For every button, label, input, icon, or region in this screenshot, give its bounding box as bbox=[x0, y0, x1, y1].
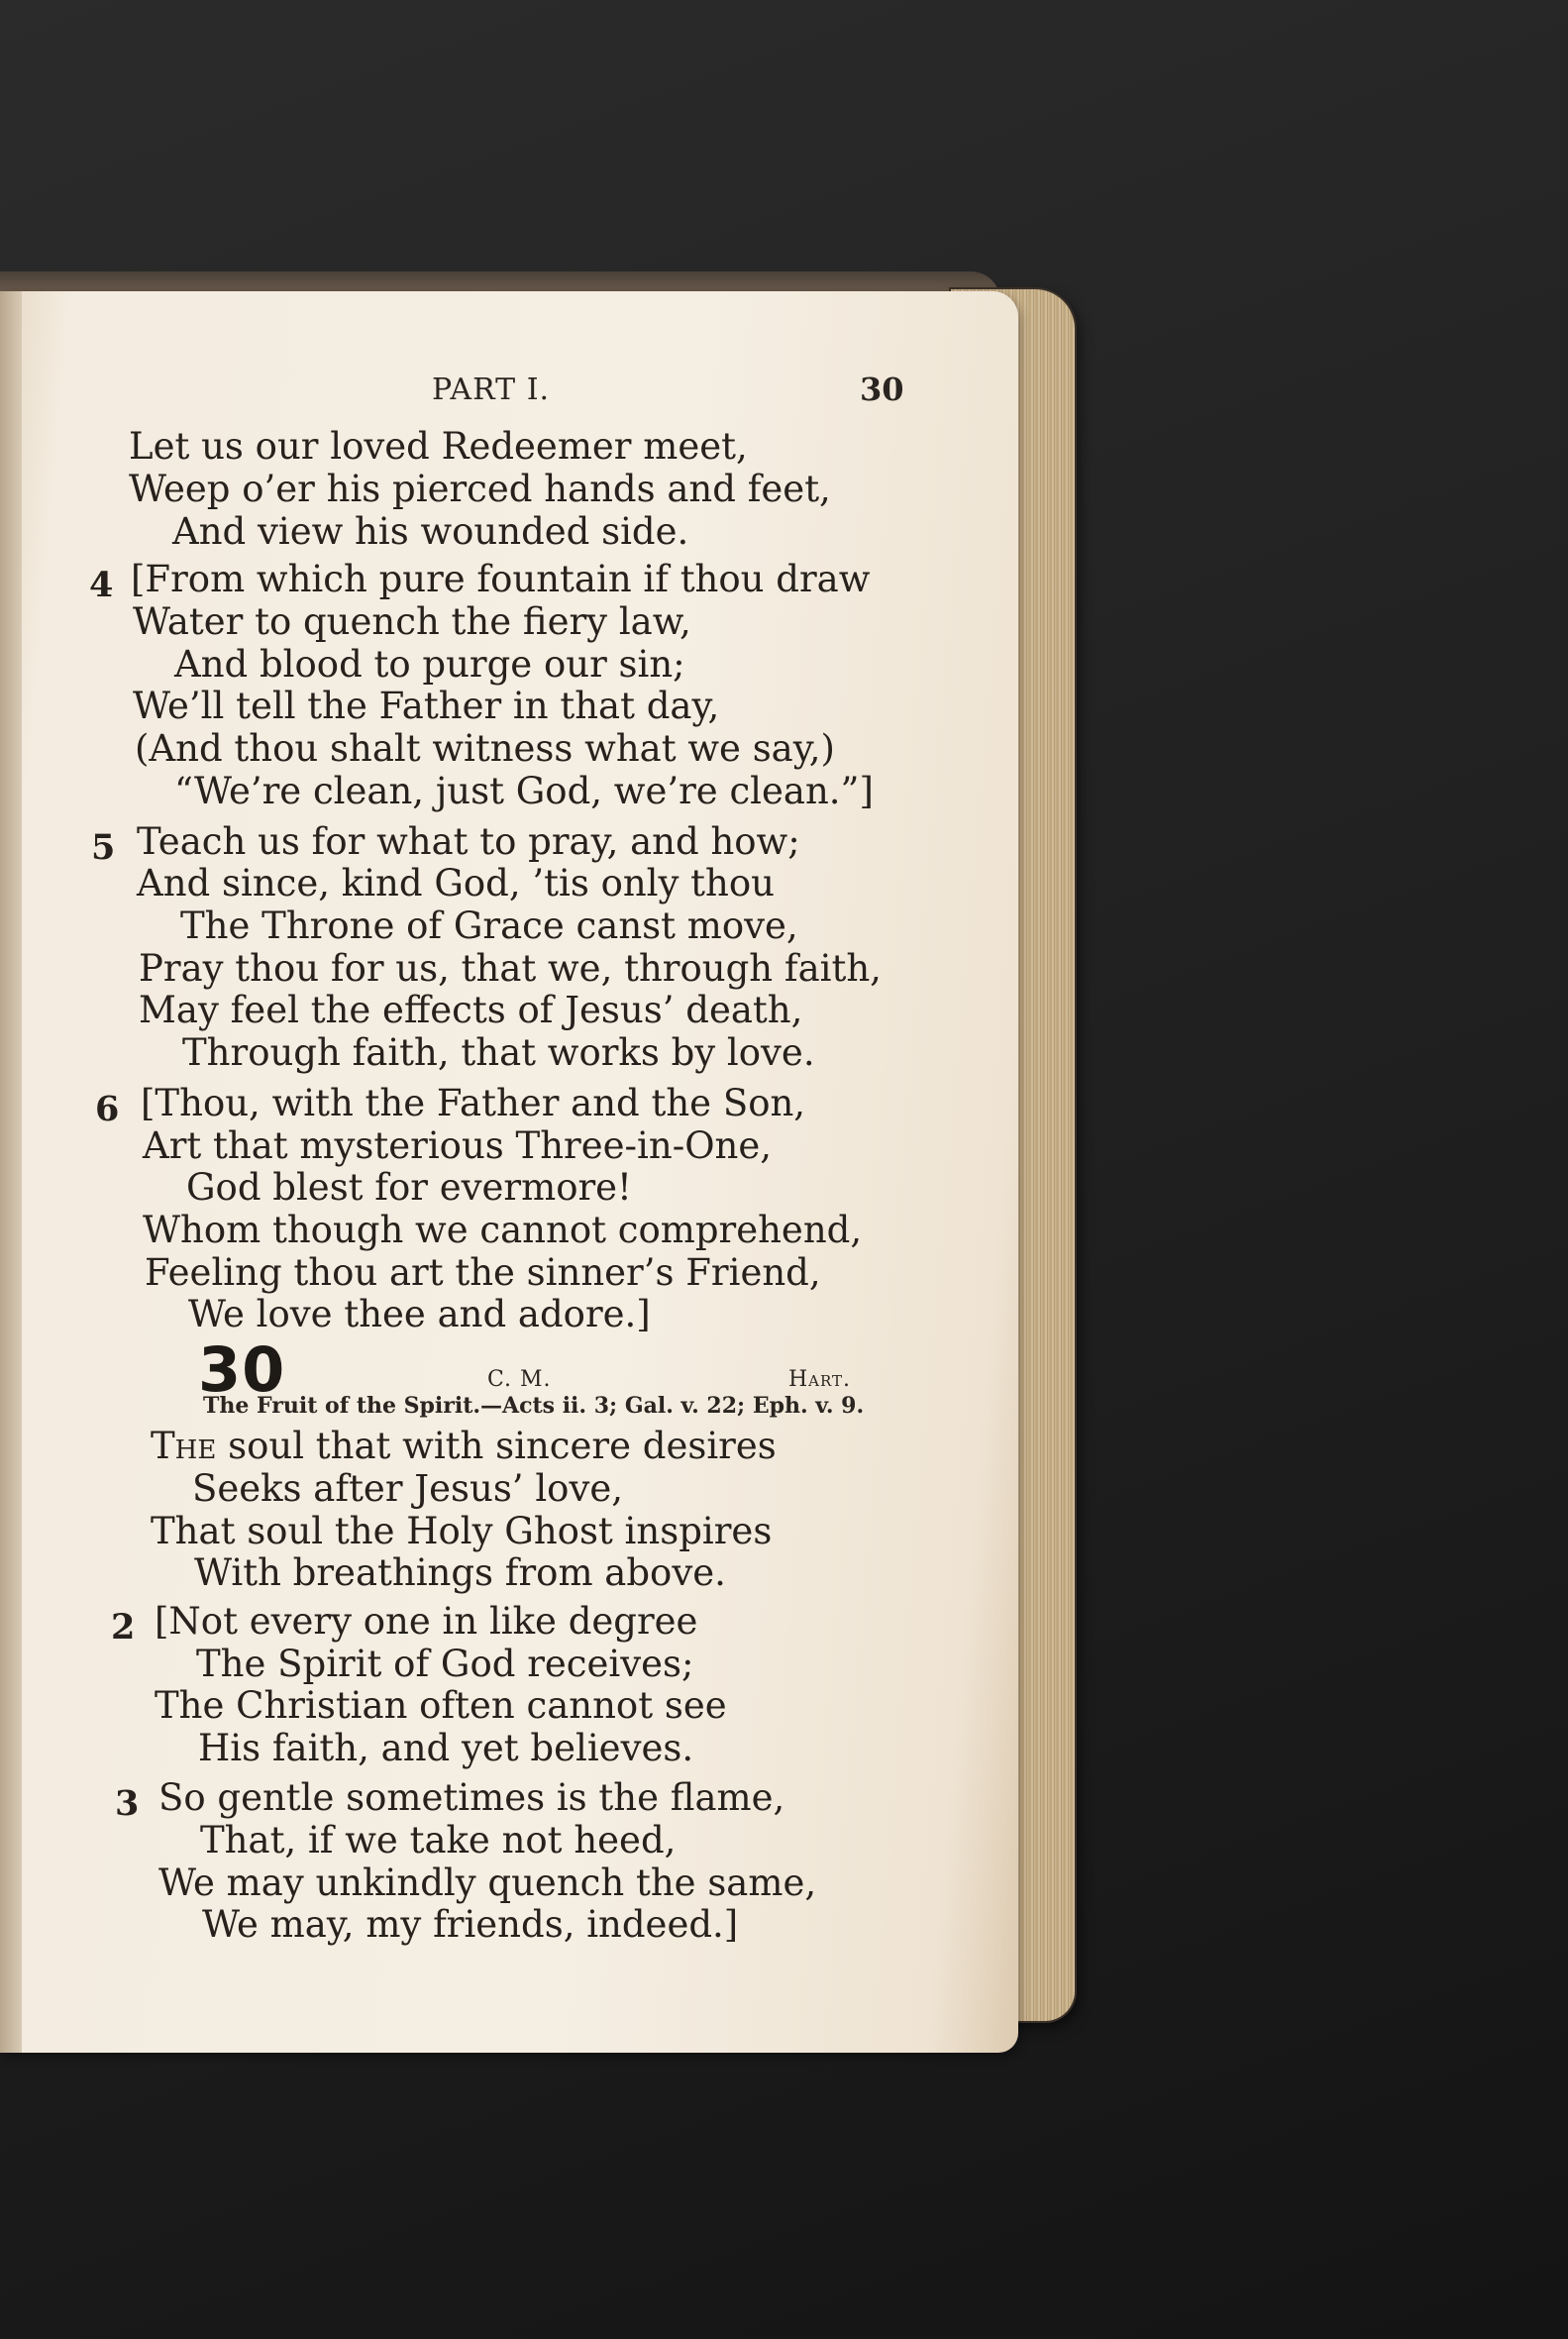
verse-line: Weep o’er his pierced hands and feet, bbox=[129, 468, 831, 510]
hymn-number: 30 bbox=[198, 1333, 286, 1406]
verse-line: Teach us for what to pray, and how; bbox=[137, 820, 800, 863]
verse-line: The Spirit of God receives; bbox=[196, 1643, 694, 1685]
verse-line: That, if we take not heed, bbox=[200, 1819, 677, 1861]
verse-line: Let us our loved Redeemer meet, bbox=[129, 425, 748, 468]
verse-number: 4 bbox=[89, 565, 114, 605]
first-word: The bbox=[151, 1425, 217, 1467]
verse-line: Pray thou for us, that we, through faith, bbox=[139, 947, 882, 990]
first-line-rest: soul that with sincere desires bbox=[216, 1425, 777, 1467]
verse-line: And since, kind God, ’tis only thou bbox=[137, 862, 775, 904]
hymn-subtitle: The Fruit of the Spirit.—Acts ii. 3; Gal. v. 22; Eph. v. 9. bbox=[203, 1393, 865, 1419]
hymn-author: Hart. bbox=[788, 1367, 852, 1392]
verse-line: Feeling thou art the sinner’s Friend, bbox=[145, 1251, 821, 1294]
page-gutter bbox=[0, 291, 22, 2053]
verse-line: So gentle sometimes is the flame, bbox=[158, 1776, 785, 1819]
verse-line: We love thee and adore.] bbox=[188, 1293, 651, 1335]
verse-line: And blood to purge our sin; bbox=[174, 643, 685, 686]
verse-line: And view his wounded side. bbox=[172, 510, 689, 553]
part-heading: PART I. bbox=[432, 372, 551, 407]
verse-line: His faith, and yet believes. bbox=[198, 1727, 694, 1769]
verse-line: The Christian often cannot see bbox=[155, 1684, 727, 1727]
verse-line bbox=[151, 1425, 777, 1467]
verse-line: The Throne of Grace canst move, bbox=[180, 904, 798, 947]
verse-line: We may unkindly quench the same, bbox=[158, 1861, 817, 1904]
verse-line: May feel the effects of Jesus’ death, bbox=[139, 989, 803, 1031]
verse-line: We’ll tell the Father in that day, bbox=[133, 685, 720, 727]
page-number: 30 bbox=[860, 371, 904, 408]
verse-line: Art that mysterious Three-in-One, bbox=[143, 1124, 773, 1167]
verse-line: Water to quench the fiery law, bbox=[133, 600, 691, 643]
verse-line: [Thou, with the Father and the Son, bbox=[141, 1082, 806, 1124]
hymn-meter: C. M. bbox=[487, 1367, 552, 1392]
verse-line: Whom though we cannot comprehend, bbox=[143, 1209, 863, 1251]
verse-number: 3 bbox=[115, 1783, 140, 1824]
verse-line: With breathings from above. bbox=[194, 1551, 726, 1594]
verse-line: That soul the Holy Ghost inspires bbox=[151, 1510, 773, 1552]
verse-number: 6 bbox=[95, 1089, 120, 1129]
verse-number: 2 bbox=[111, 1607, 136, 1648]
verse-line: [Not every one in like degree bbox=[155, 1600, 698, 1643]
verse-line: Seeks after Jesus’ love, bbox=[192, 1467, 624, 1510]
verse-line: (And thou shalt witness what we say,) bbox=[135, 727, 835, 770]
verse-number: 5 bbox=[91, 827, 116, 868]
verse-line: Through faith, that works by love. bbox=[182, 1031, 815, 1074]
verse-line: We may, my friends, indeed.] bbox=[202, 1903, 739, 1946]
verse-line: “We’re clean, just God, we’re clean.”] bbox=[174, 770, 874, 812]
verse-line: God blest for evermore! bbox=[186, 1166, 632, 1209]
running-head bbox=[0, 372, 1018, 416]
verse-line: [From which pure fountain if thou draw bbox=[131, 558, 871, 600]
